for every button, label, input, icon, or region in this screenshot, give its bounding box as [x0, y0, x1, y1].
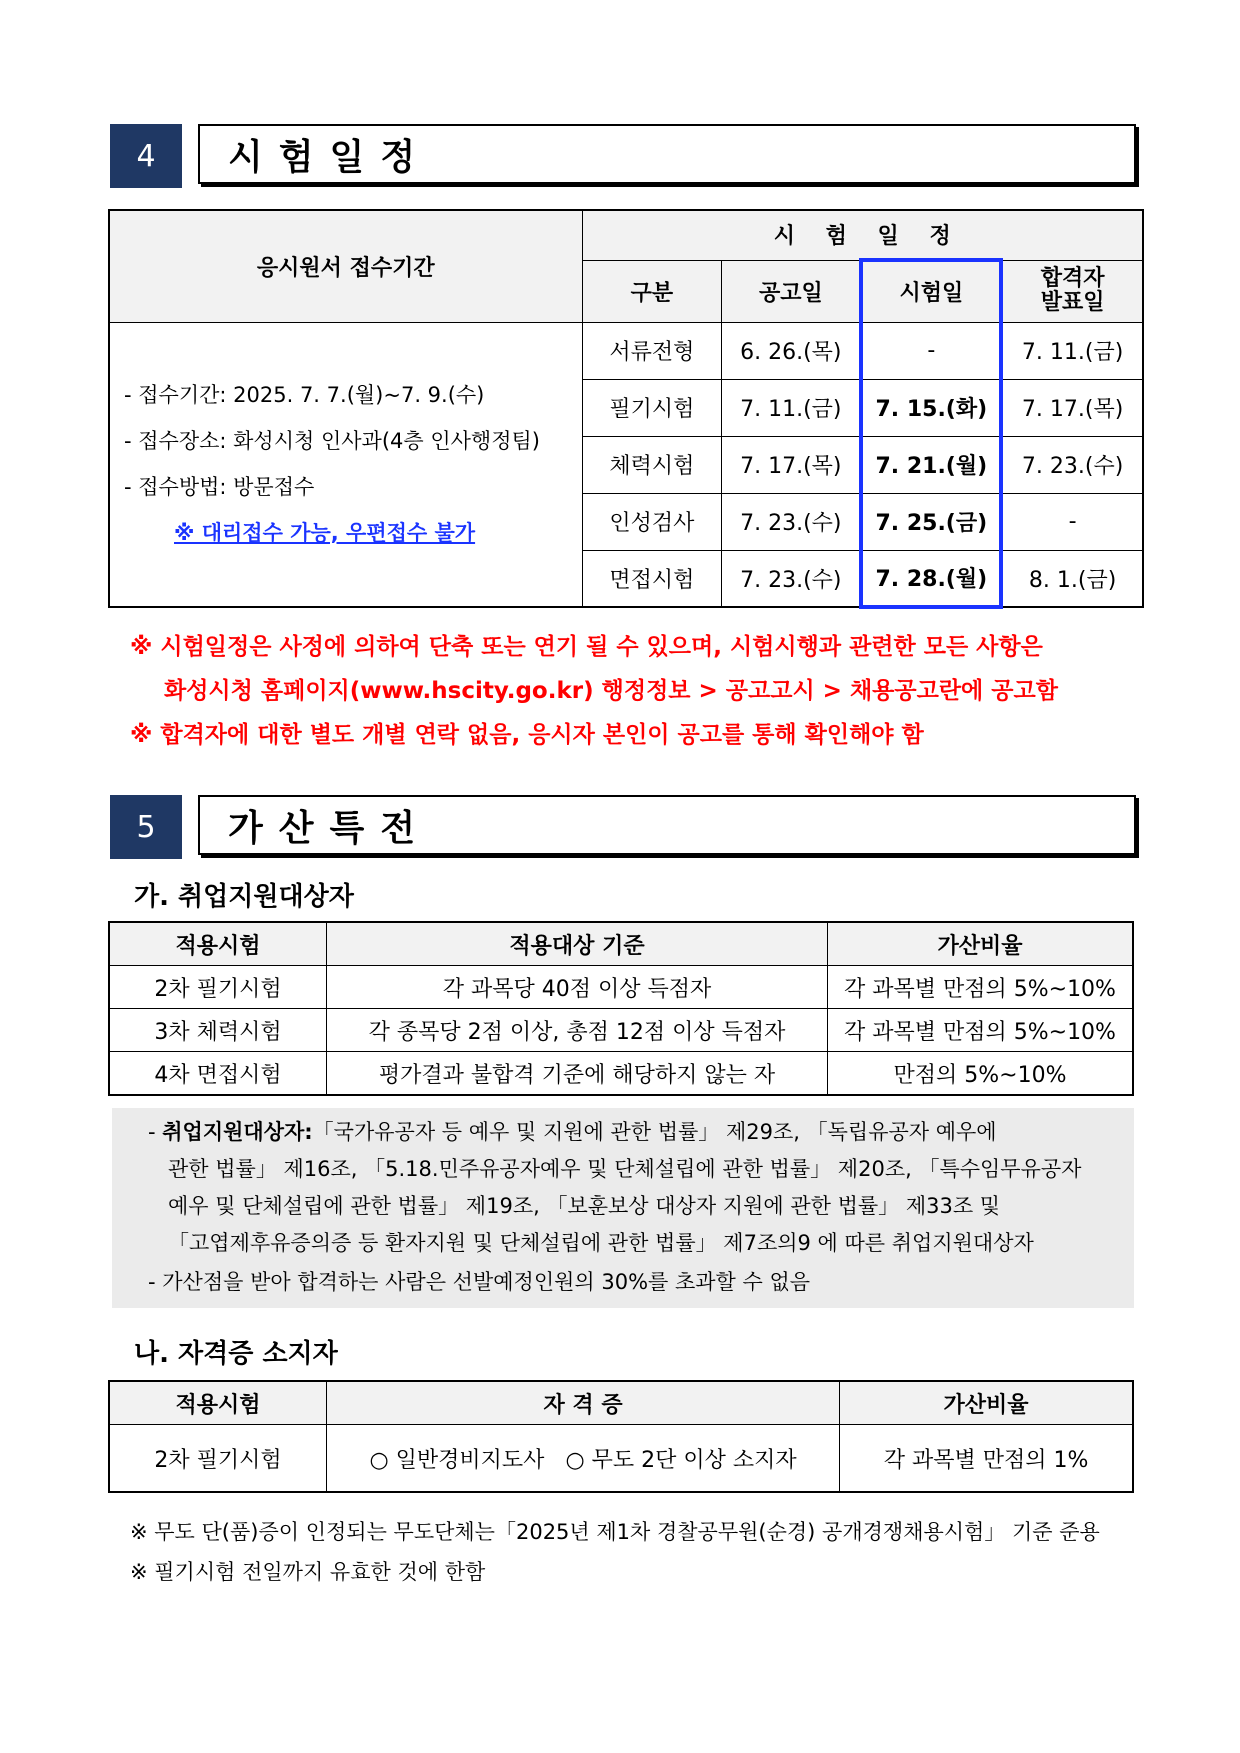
row-exam: 7. 28.(월) — [861, 550, 1001, 607]
cert-item: ○ 일반경비지도사 — [369, 1447, 545, 1473]
row-exam: 7. 25.(금) — [861, 493, 1001, 550]
schedule-warning: ※ 시험일정은 사정에 의하여 단축 또는 연기 될 수 있으며, 시험시행과 관련한 모든 사항은 — [130, 634, 1043, 660]
row-result: - — [1001, 493, 1143, 550]
receipt-line: - 접수방법: 방문접수 — [124, 475, 315, 500]
section-5-header — [110, 795, 1140, 861]
footnote: ※ 필기시험 전일까지 유효한 것에 한함 — [130, 1560, 486, 1584]
table-row — [109, 1009, 1133, 1052]
note-text: 「국가유공자 등 예우 및 지원에 관한 법률」 제29조, 「독립유공자 예우에 — [312, 1120, 997, 1144]
subheading-b: 나. 자격증 소지자 — [134, 1339, 338, 1369]
row-notice: 6. 26.(목) — [722, 322, 862, 379]
col-exam-date: 시험일 — [861, 260, 1001, 322]
row-type: 서류전형 — [582, 322, 722, 379]
col-header: 자 격 증 — [327, 1381, 840, 1425]
row-exam: 7. 15.(화) — [861, 379, 1001, 436]
row-exam: 7. 21.(월) — [861, 436, 1001, 493]
row-notice: 7. 11.(금) — [722, 379, 862, 436]
col-header: 적용대상 기준 — [327, 922, 828, 966]
cell: 2차 필기시험 — [109, 1425, 327, 1493]
schedule-warning: 화성시청 홈페이지(www.hscity.go.kr) 행정정보 > 공고고시 > 채용공고란에 공고함 — [164, 678, 1058, 704]
cell: 각 종목당 2점 이상, 총점 12점 이상 득점자 — [327, 1009, 828, 1052]
cell: 각 과목당 40점 이상 득점자 — [327, 966, 828, 1009]
row-exam: - — [861, 322, 1001, 379]
row-notice: 7. 17.(목) — [722, 436, 862, 493]
col-header: 가산비율 — [827, 922, 1133, 966]
col-header: 가산비율 — [840, 1381, 1133, 1425]
cell: 각 과목별 만점의 1% — [840, 1425, 1133, 1493]
col-header: 적용시험 — [109, 1381, 327, 1425]
row-notice: 7. 23.(수) — [722, 493, 862, 550]
schedule-warning: ※ 합격자에 대한 별도 개별 연락 없음, 응시자 본인이 공고를 통해 확인해야 함 — [130, 722, 924, 748]
receipt-note: ※ 대리접수 가능, 우편접수 불가 — [174, 521, 476, 546]
row-result: 8. 1.(금) — [1001, 550, 1143, 607]
note-line: - 취업지원대상자:「국가유공자 등 예우 및 지원에 관한 법률」 제29조, 「독립유공자 예우에 — [148, 1120, 997, 1144]
row-type: 필기시험 — [582, 379, 722, 436]
row-result: 7. 17.(목) — [1001, 379, 1143, 436]
footnote: ※ 무도 단(품)증이 인정되는 무도단체는「2025년 제1차 경찰공무원(순경) 공개경쟁채용시험」 기준 준용 — [130, 1520, 1100, 1544]
cell-certificates — [327, 1425, 840, 1493]
section-number: 4 — [110, 124, 182, 188]
receipt-info — [109, 322, 582, 607]
row-type: 면접시험 — [582, 550, 722, 607]
cell: 4차 면접시험 — [109, 1052, 327, 1096]
section-number: 5 — [110, 795, 182, 859]
row-type: 인성검사 — [582, 493, 722, 550]
row-type: 체력시험 — [582, 436, 722, 493]
col-notice-date: 공고일 — [722, 260, 862, 322]
table-row — [109, 966, 1133, 1009]
receipt-line: - 접수장소: 화성시청 인사과(4층 인사행정팀) — [124, 429, 540, 454]
row-result: 7. 23.(수) — [1001, 436, 1143, 493]
note-line: 예우 및 단체설립에 관한 법률」 제19조, 「보훈보상 대상자 지원에 관한 법률」 제33조 및 — [168, 1194, 1001, 1218]
receipt-line: - 접수기간: 2025. 7. 7.(월)~7. 9.(수) — [124, 383, 485, 408]
col-result-date: 합격자 발표일 — [1001, 260, 1143, 322]
receipt-period-header: 응시원서 접수기간 — [109, 210, 582, 322]
cell: 만점의 5%~10% — [827, 1052, 1133, 1096]
row-result: 7. 11.(금) — [1001, 322, 1143, 379]
exam-schedule-table — [108, 209, 1144, 609]
section-title: 시험일정 — [198, 124, 1136, 184]
bonus-table-employment — [108, 921, 1134, 1096]
subheading-a: 가. 취업지원대상자 — [134, 882, 354, 912]
cell: 3차 체력시험 — [109, 1009, 327, 1052]
exam-schedule-header: 시 험 일 정 — [582, 210, 1143, 260]
bonus-table-certificate — [108, 1380, 1134, 1493]
cell: 평가결과 불합격 기준에 해당하지 않는 자 — [327, 1052, 828, 1096]
cell: 각 과목별 만점의 5%~10% — [827, 966, 1133, 1009]
cell: 2차 필기시험 — [109, 966, 327, 1009]
note-label: 취업지원대상자: — [162, 1120, 313, 1144]
table-row — [109, 1052, 1133, 1096]
row-notice: 7. 23.(수) — [722, 550, 862, 607]
note-line: - 가산점을 받아 합격하는 사람은 선발예정인원의 30%를 초과할 수 없음 — [148, 1270, 811, 1294]
note-line: 관한 법률」 제16조, 「5.18.민주유공자예우 및 단체설립에 관한 법률」 제20조, 「특수임무유공자 — [168, 1157, 1082, 1181]
col-header: 적용시험 — [109, 922, 327, 966]
section-title: 가산특전 — [198, 795, 1136, 855]
cert-item: ○ 무도 2단 이상 소지자 — [565, 1447, 797, 1473]
table-row — [109, 1425, 1133, 1493]
col-type: 구분 — [582, 260, 722, 322]
note-line: 「고엽제후유증의증 등 환자지원 및 단체설립에 관한 법률」 제7조의9 에 따른 취업지원대상자 — [168, 1231, 1034, 1255]
employment-support-note — [112, 1108, 1134, 1308]
section-4-header — [110, 124, 1140, 190]
cell: 각 과목별 만점의 5%~10% — [827, 1009, 1133, 1052]
